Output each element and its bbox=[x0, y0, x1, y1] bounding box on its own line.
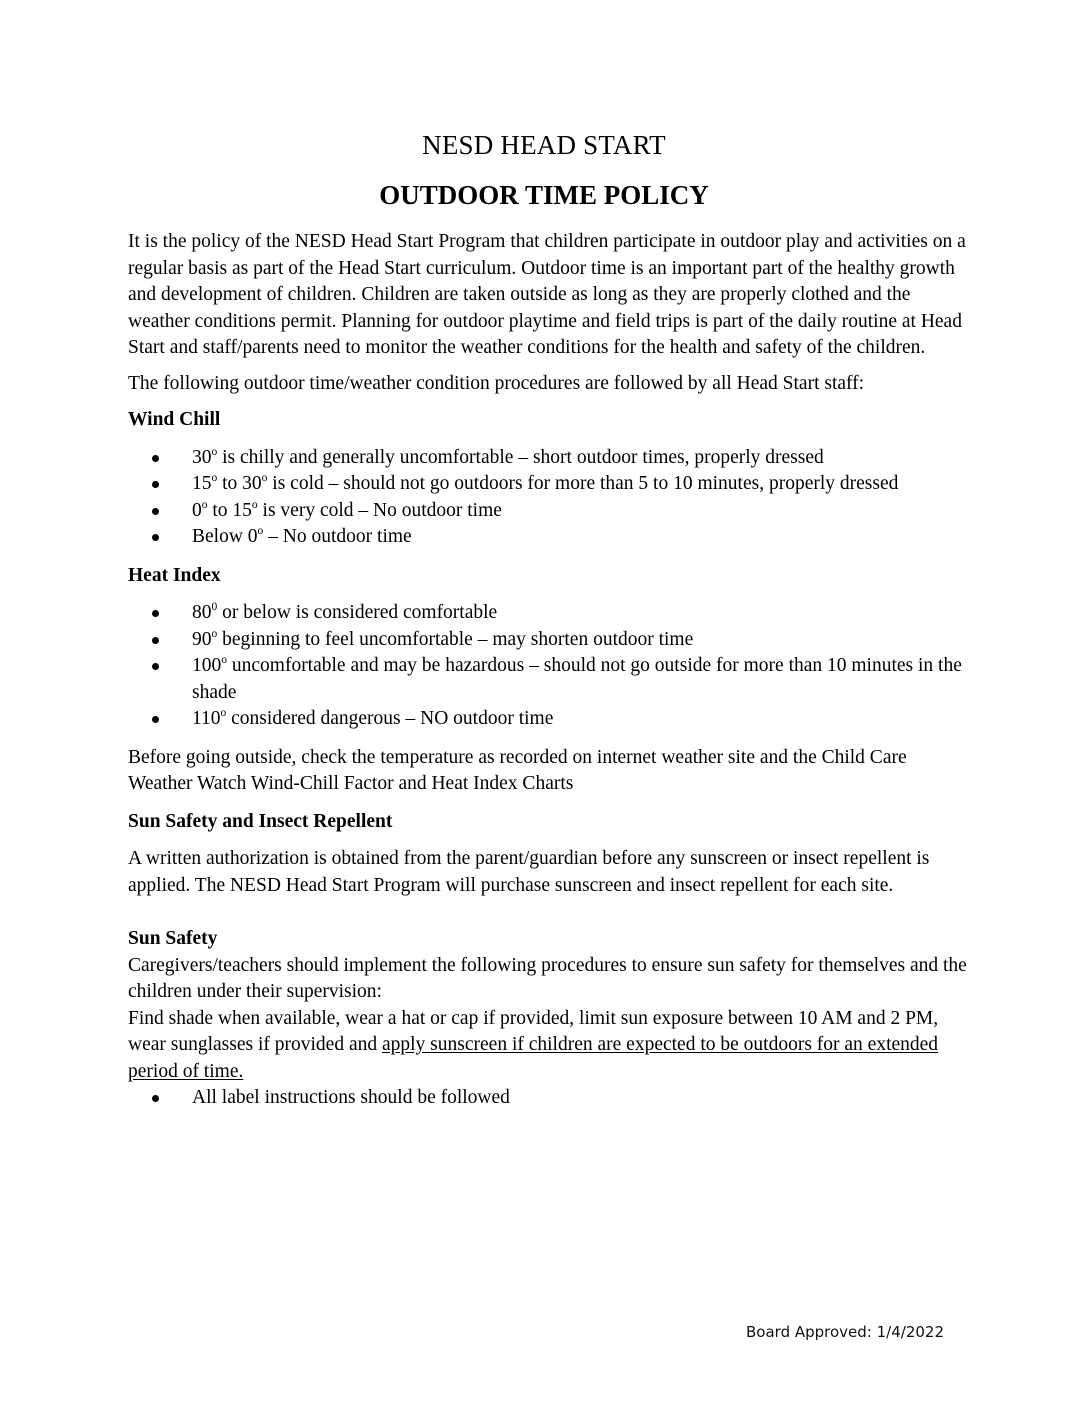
intro-paragraph: It is the policy of the NESD Head Start Program that children participate in outdoor play and activities on a regular basis as part of the Head Start curriculum. Outdoor time is an important part of the healthy growth and development of children. Children are taken outside as long as they are properly clothed and the weather conditions permit. Planning for outdoor playtime and field trips is part of the daily routine at Head Start and staff/parents need to monitor the weather conditions for the health and safety of the children. bbox=[128, 231, 966, 358]
degree-mark: o bbox=[261, 472, 268, 484]
check-temperature-note: Before going outside, check the temperature as recorded on internet weather site and the Child Care Weather Watch Wind-Chill Factor and Heat Index Charts bbox=[128, 746, 907, 794]
degree-mark: o bbox=[211, 472, 218, 484]
degree-mark: o bbox=[211, 445, 218, 458]
list-item: 0$^o$ to 15$^o$ is very cold – No outdoor time bbox=[128, 498, 968, 525]
degree-mark: o bbox=[221, 654, 227, 666]
bullet-icon bbox=[152, 481, 159, 488]
bullet-icon bbox=[152, 637, 159, 644]
degree-mark: o bbox=[251, 498, 258, 511]
bullet-icon bbox=[152, 1095, 159, 1102]
list-item: Below 0$^o$ – No outdoor time bbox=[128, 524, 968, 551]
sun-safety-procedures: Find shade when available, wear a hat or cap if provided, limit sun exposure between 10 AM and 2 PM, wear sunglasses if provided and apply sunscreen if children are expected to be outdoors for an extended period of time. bbox=[128, 1007, 939, 1082]
policy-title: OUTDOOR TIME POLICY bbox=[379, 180, 709, 210]
degree-mark: o bbox=[220, 707, 227, 719]
wind-chill-heading: Wind Chill bbox=[128, 409, 221, 430]
document-body bbox=[128, 229, 968, 1122]
sun-safety-heading: Sun Safety bbox=[128, 928, 218, 949]
list-item: 110$^o$ considered dangerous – NO outdoor time bbox=[128, 706, 968, 733]
degree-mark: 0 bbox=[211, 601, 218, 613]
list-item: $80^0$ or below is considered comfortable bbox=[128, 600, 968, 627]
sun-safety-list bbox=[128, 1085, 968, 1112]
heat-index-heading: Heat Index bbox=[128, 564, 221, 586]
list-item: All label instructions should be followed bbox=[128, 1085, 968, 1112]
list-item: 15$^o$ to 30$^o$ is cold – should not go outdoors for more than 5 to 10 minutes, properly dressed bbox=[128, 471, 968, 498]
underlined-sunscreen-instruction: apply sunscreen if children are expected to be outdoors for an extended period of time. bbox=[128, 1034, 939, 1082]
list-item: 30$^o$ is chilly and generally uncomfortable – short outdoor times, properly dressed bbox=[128, 445, 968, 472]
organization-title: NESD HEAD START bbox=[422, 130, 666, 160]
wind-chill-list bbox=[128, 445, 968, 551]
sun-insect-paragraph: A written authorization is obtained from the parent/guardian before any sunscreen or insect repellent is applied. The NESD Head Start Program will purchase sunscreen and insect repellent for each site. bbox=[128, 848, 930, 896]
heat-index-list bbox=[128, 600, 968, 733]
bullet-icon bbox=[152, 508, 159, 515]
bullet-icon bbox=[152, 610, 159, 617]
bullet-icon bbox=[152, 534, 159, 541]
degree-mark: o bbox=[257, 525, 264, 537]
sun-safety-intro: Caregivers/teachers should implement the following procedures to ensure sun safety for themselves and the children under their supervision: bbox=[128, 954, 967, 1002]
bullet-icon bbox=[152, 716, 159, 723]
bullet-icon bbox=[152, 455, 159, 462]
list-item: 100$^o$ uncomfortable and may be hazardous – should not go outside for more than 10 minutes in the shade bbox=[128, 653, 968, 706]
procedures-line: The following outdoor time/weather condition procedures are followed by all Head Start staff: bbox=[128, 372, 865, 394]
board-approval-footer: Board Approved: 1/4/2022 bbox=[746, 1323, 944, 1341]
spacer bbox=[128, 908, 968, 926]
bullet-icon bbox=[152, 663, 159, 670]
degree-mark: o bbox=[201, 498, 208, 511]
degree-mark: o bbox=[211, 627, 218, 640]
list-item: 90$^o$ beginning to feel uncomfortable – may shorten outdoor time bbox=[128, 627, 968, 654]
sun-insect-heading: Sun Safety and Insect Repellent bbox=[128, 810, 393, 832]
